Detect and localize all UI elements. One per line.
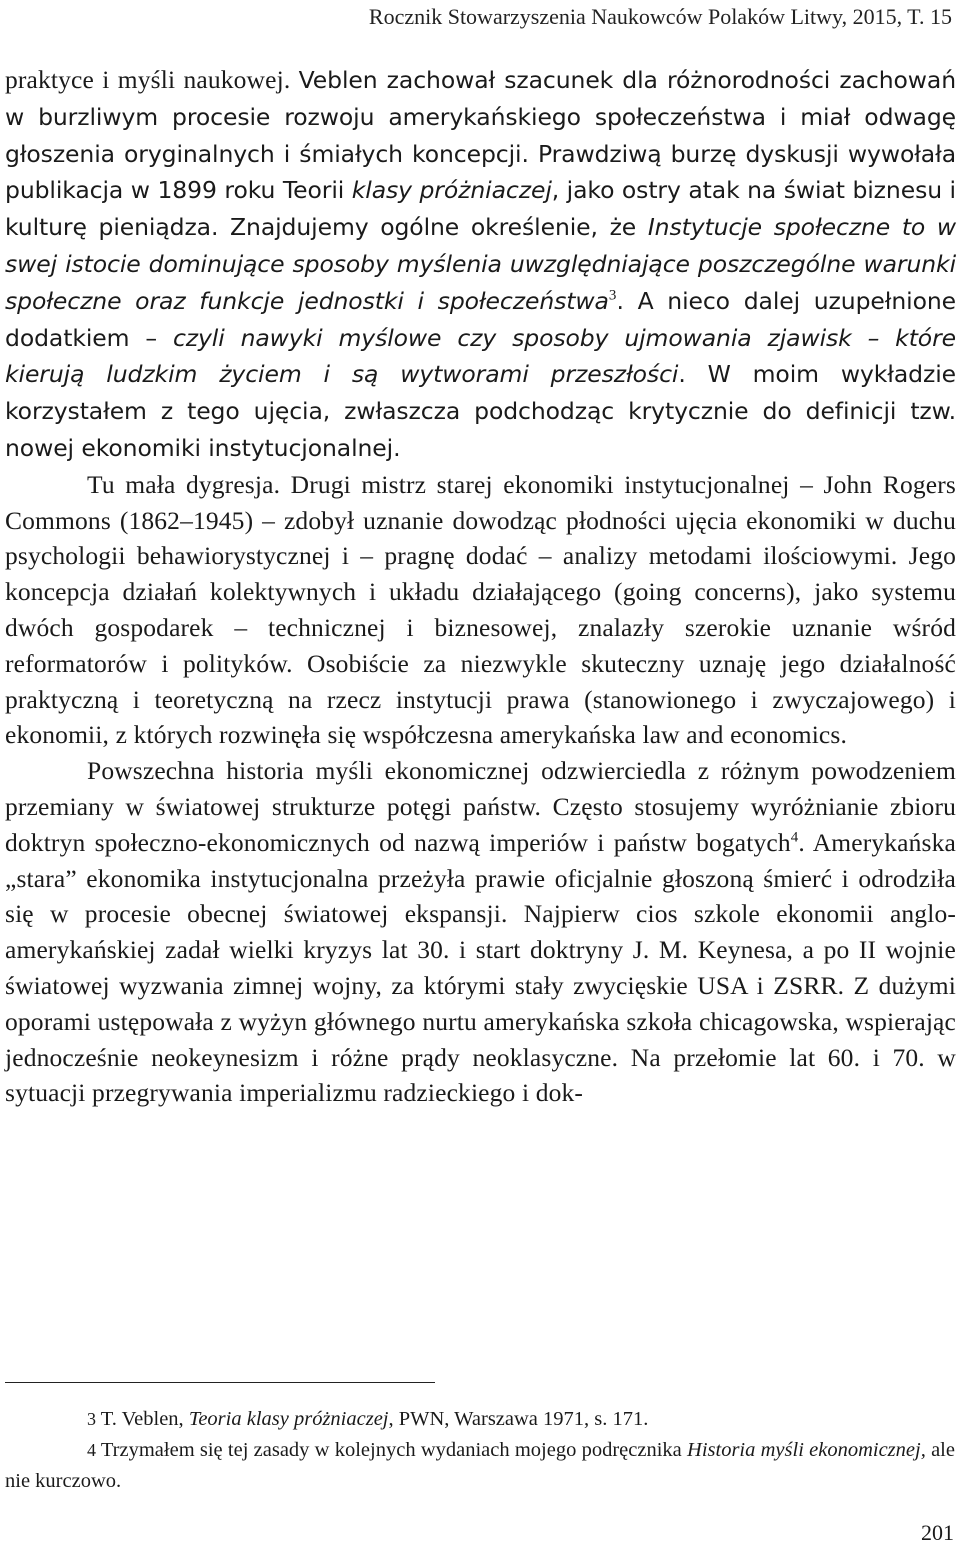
footnote-separator xyxy=(5,1382,435,1383)
paragraph-commons: Tu mała dygresja. Drugi mistrz starej ekonomiki instytucjonalnej – John Rogers Commons (1862–1945) – zdobył uznanie dowodząc płodności ujęcia ekonomiki w duchu psychologii behawiorystycznej i – pragnę dodać – analizy metodami ilościowymi. Jego koncepcja działań kolektywnych i układu działającego (going concerns), jako systemu dwóch gospodarek – technicznej i biznesowej, znalazły szerokie uznanie wśród reformatorów i polityków. Osobiście za niezwykle skuteczny uznaję jego działalność praktyczną i teoretyczną na rzecz instytucji prawa (stanowionego i zwyczajowego) i ekonomii, z których rozwinęła się współczesna amerykańska law and economics. xyxy=(5,469,956,750)
text-run: , jako ostry atak na świat biznesu i kulturę pieniądza. Znajdujemy ogólne określenie, że xyxy=(5,176,956,242)
footnote-3 xyxy=(5,1404,955,1435)
footnote-number: 4 xyxy=(87,1440,96,1460)
book-title: Teoria klasy próżniaczej xyxy=(188,1408,389,1430)
book-title: Historia myśli ekonomicznej, xyxy=(687,1439,926,1461)
footnote-4 xyxy=(5,1435,955,1497)
text-run: . W moim wykładzie korzystałem z tego ujęcia, zwłaszcza podchodząc krytycznie do definicji tzw. nowej ekonomiki instytucjonalnej. xyxy=(5,360,956,462)
text-run: T. Veblen, xyxy=(96,1408,189,1430)
footnote-reference[interactable]: 3 xyxy=(608,287,617,304)
text-run: . A nieco dalej uzupełnione dodatkiem – xyxy=(5,286,956,352)
body-text xyxy=(5,62,956,1111)
quotation: czyli nawyki myślowe czy sposoby ujmowania zjawisk – które kierują ludzkim życiem i są wytworami przeszłości xyxy=(5,323,957,389)
paragraph-veblen xyxy=(5,62,956,467)
quotation: Instytucje społeczne to w swej istocie dominujące sposoby myślenia uwzględniające poszczególne warunki społeczne oraz funkcje jednostki i społeczeństwa xyxy=(5,213,956,315)
text-run: Powszechna historia myśli ekonomicznej odzwierciedla z różnym powodzeniem przemiany w światowej strukturze potęgi państw. Często stosujemy wyróżnianie zbioru doktryn społeczno-ekonomicznych od nazwą imperiów i państw bogatych xyxy=(5,756,956,857)
text-run: , PWN, Warszawa 1971, s. 171. xyxy=(388,1408,649,1430)
footnote-number: 3 xyxy=(87,1409,96,1429)
footnotes xyxy=(5,1404,955,1497)
paragraph-history xyxy=(5,753,956,1111)
footnote-reference[interactable]: 4 xyxy=(790,829,799,846)
book-title: klasy próżniaczej xyxy=(351,176,552,205)
page-number: 201 xyxy=(921,1520,954,1545)
text-run: praktyce i myśli naukowej. xyxy=(5,65,299,94)
text-run: Veblen zachował szacunek dla różnorodności zachowań w burzliwym procesie rozwoju amerykańskiego społeczeństwa i miał odwagę głoszenia oryginalnych i śmiałych koncepcji. Prawdziwą burzę dyskusji wywołała publikacja w 1899 roku Teorii xyxy=(5,66,956,205)
text-run: Trzymałem się tej zasady w kolejnych wydaniach mojego podręcznika xyxy=(96,1439,688,1461)
text-run: ale nie kurczowo. xyxy=(5,1439,955,1492)
text-run: . Amerykańska „stara” ekonomika instytucjonalna przeżyła prawie oficjalnie głoszoną śmierć i odrodziła się w procesie obecnej światowej ekspansji. Najpierw cios szkole ekonomii anglo-amerykańskiej zadał wielki kryzys lat 30. i start doktryny J. M. Keynesa, a po II wojnie światowej wyzwania zimnej wojny, za którymi stały zwycięskie USA i ZSRR. Z dużymi oporami ustępowała z wyżyn głównego nurtu amerykańska szkoła chicagowska, wspierając jednocześnie neokeynesizm i różne prądy neoklasyczne. Na przełomie lat 60. i 70. w sytuacji przegrywania imperializmu radzieckiego i dok- xyxy=(5,827,956,1108)
running-header: Rocznik Stowarzyszenia Naukowców Polaków Litwy, 2015, T. 15 xyxy=(368,4,952,29)
